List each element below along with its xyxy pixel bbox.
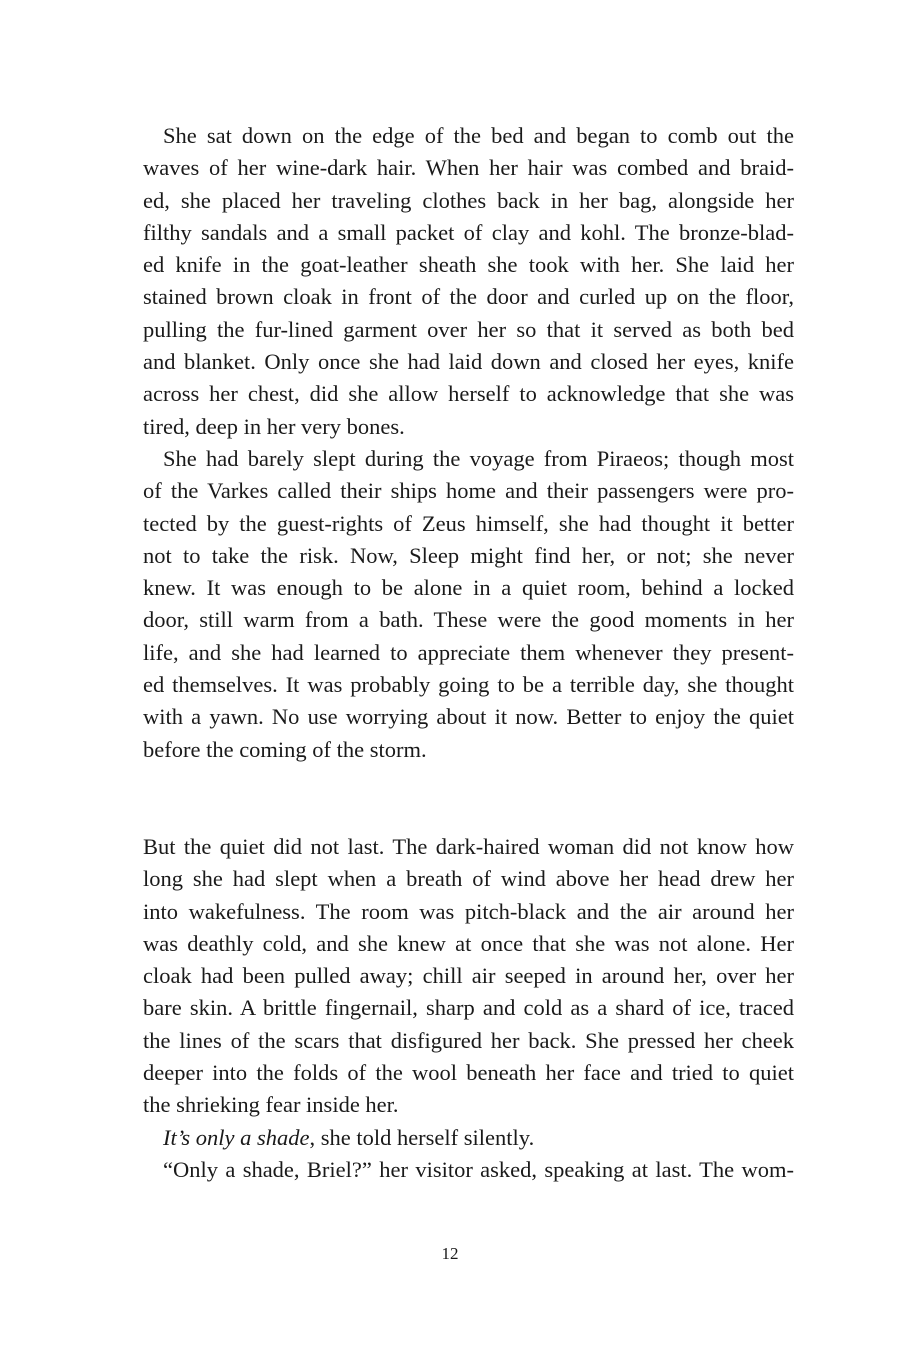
- paragraph: [143, 1154, 794, 1186]
- text-line: But the quiet did not last. The dark-haired woman did not know how: [143, 833, 794, 859]
- paragraph: [143, 120, 794, 443]
- page-number: 12: [441, 1244, 459, 1263]
- text-line: with a yawn. No use worrying about it now. Better to enjoy the quiet: [143, 704, 794, 730]
- text-line: ed themselves. It was probably going to be a terrible day, she thought: [143, 672, 794, 698]
- text-fragment: , she told herself silently.: [309, 1124, 535, 1150]
- text-line: pulling the fur-lined garment over her so that it served as both bed: [143, 316, 794, 342]
- text-line: and blanket. Only once she had laid down and closed her eyes, knife: [143, 349, 794, 375]
- text-line: bare skin. A brittle fingernail, sharp and cold as a shard of ice, traced: [143, 995, 794, 1021]
- text-line: was deathly cold, and she knew at once that she was not alone. Her: [143, 930, 794, 956]
- text-line: [143, 1122, 794, 1154]
- text-line: ed, she placed her traveling clothes back in her bag, alongside her: [143, 187, 794, 213]
- text-line: the shrieking fear inside her.: [143, 1092, 399, 1118]
- text-line: ed knife in the goat-leather sheath she took with her. She laid her: [143, 252, 794, 278]
- italic-thought: It’s only a shade: [163, 1124, 310, 1150]
- text-line: “Only a shade, Briel?” her visitor asked, speaking at last. The wom-: [163, 1156, 794, 1182]
- text-line: across her chest, did she allow herself to acknowledge that she was: [143, 381, 794, 407]
- paragraph: [143, 1122, 794, 1154]
- text-line: long she had slept when a breath of wind above her head drew her: [143, 866, 794, 892]
- text-line: She had barely slept during the voyage from Piraeos; though most: [163, 445, 794, 471]
- text-line: of the Varkes called their ships home and their passengers were pro-: [143, 478, 794, 504]
- text-line: filthy sandals and a small packet of clay and kohl. The bronze-blad-: [143, 219, 794, 245]
- text-line: knew. It was enough to be alone in a quiet room, behind a locked: [143, 575, 794, 601]
- paragraph: [143, 443, 794, 766]
- text-line: before the coming of the storm.: [143, 736, 427, 762]
- section-break: [143, 766, 794, 831]
- paragraph: [143, 831, 794, 1122]
- text-line: tired, deep in her very bones.: [143, 413, 405, 439]
- text-line: door, still warm from a bath. These were the good moments in her: [143, 607, 794, 633]
- text-line: cloak had been pulled away; chill air seeped in around her, over her: [143, 963, 794, 989]
- text-line: stained brown cloak in front of the door and curled up on the floor,: [143, 284, 794, 310]
- page-body: [143, 120, 794, 1186]
- text-line: into wakefulness. The room was pitch-black and the air around her: [143, 898, 794, 924]
- text-line: deeper into the folds of the wool beneath her face and tried to quiet: [143, 1060, 794, 1086]
- text-line: She sat down on the edge of the bed and began to comb out the: [163, 123, 794, 148]
- text-line: not to take the risk. Now, Sleep might find her, or not; she never: [143, 542, 794, 568]
- text-line: the lines of the scars that disfigured her back. She pressed her cheek: [143, 1027, 794, 1053]
- text-line: waves of her wine-dark hair. When her hair was combed and braid-: [143, 155, 794, 181]
- text-line: life, and she had learned to appreciate them whenever they present-: [143, 639, 794, 665]
- text-line: tected by the guest-rights of Zeus himself, she had thought it better: [143, 510, 794, 536]
